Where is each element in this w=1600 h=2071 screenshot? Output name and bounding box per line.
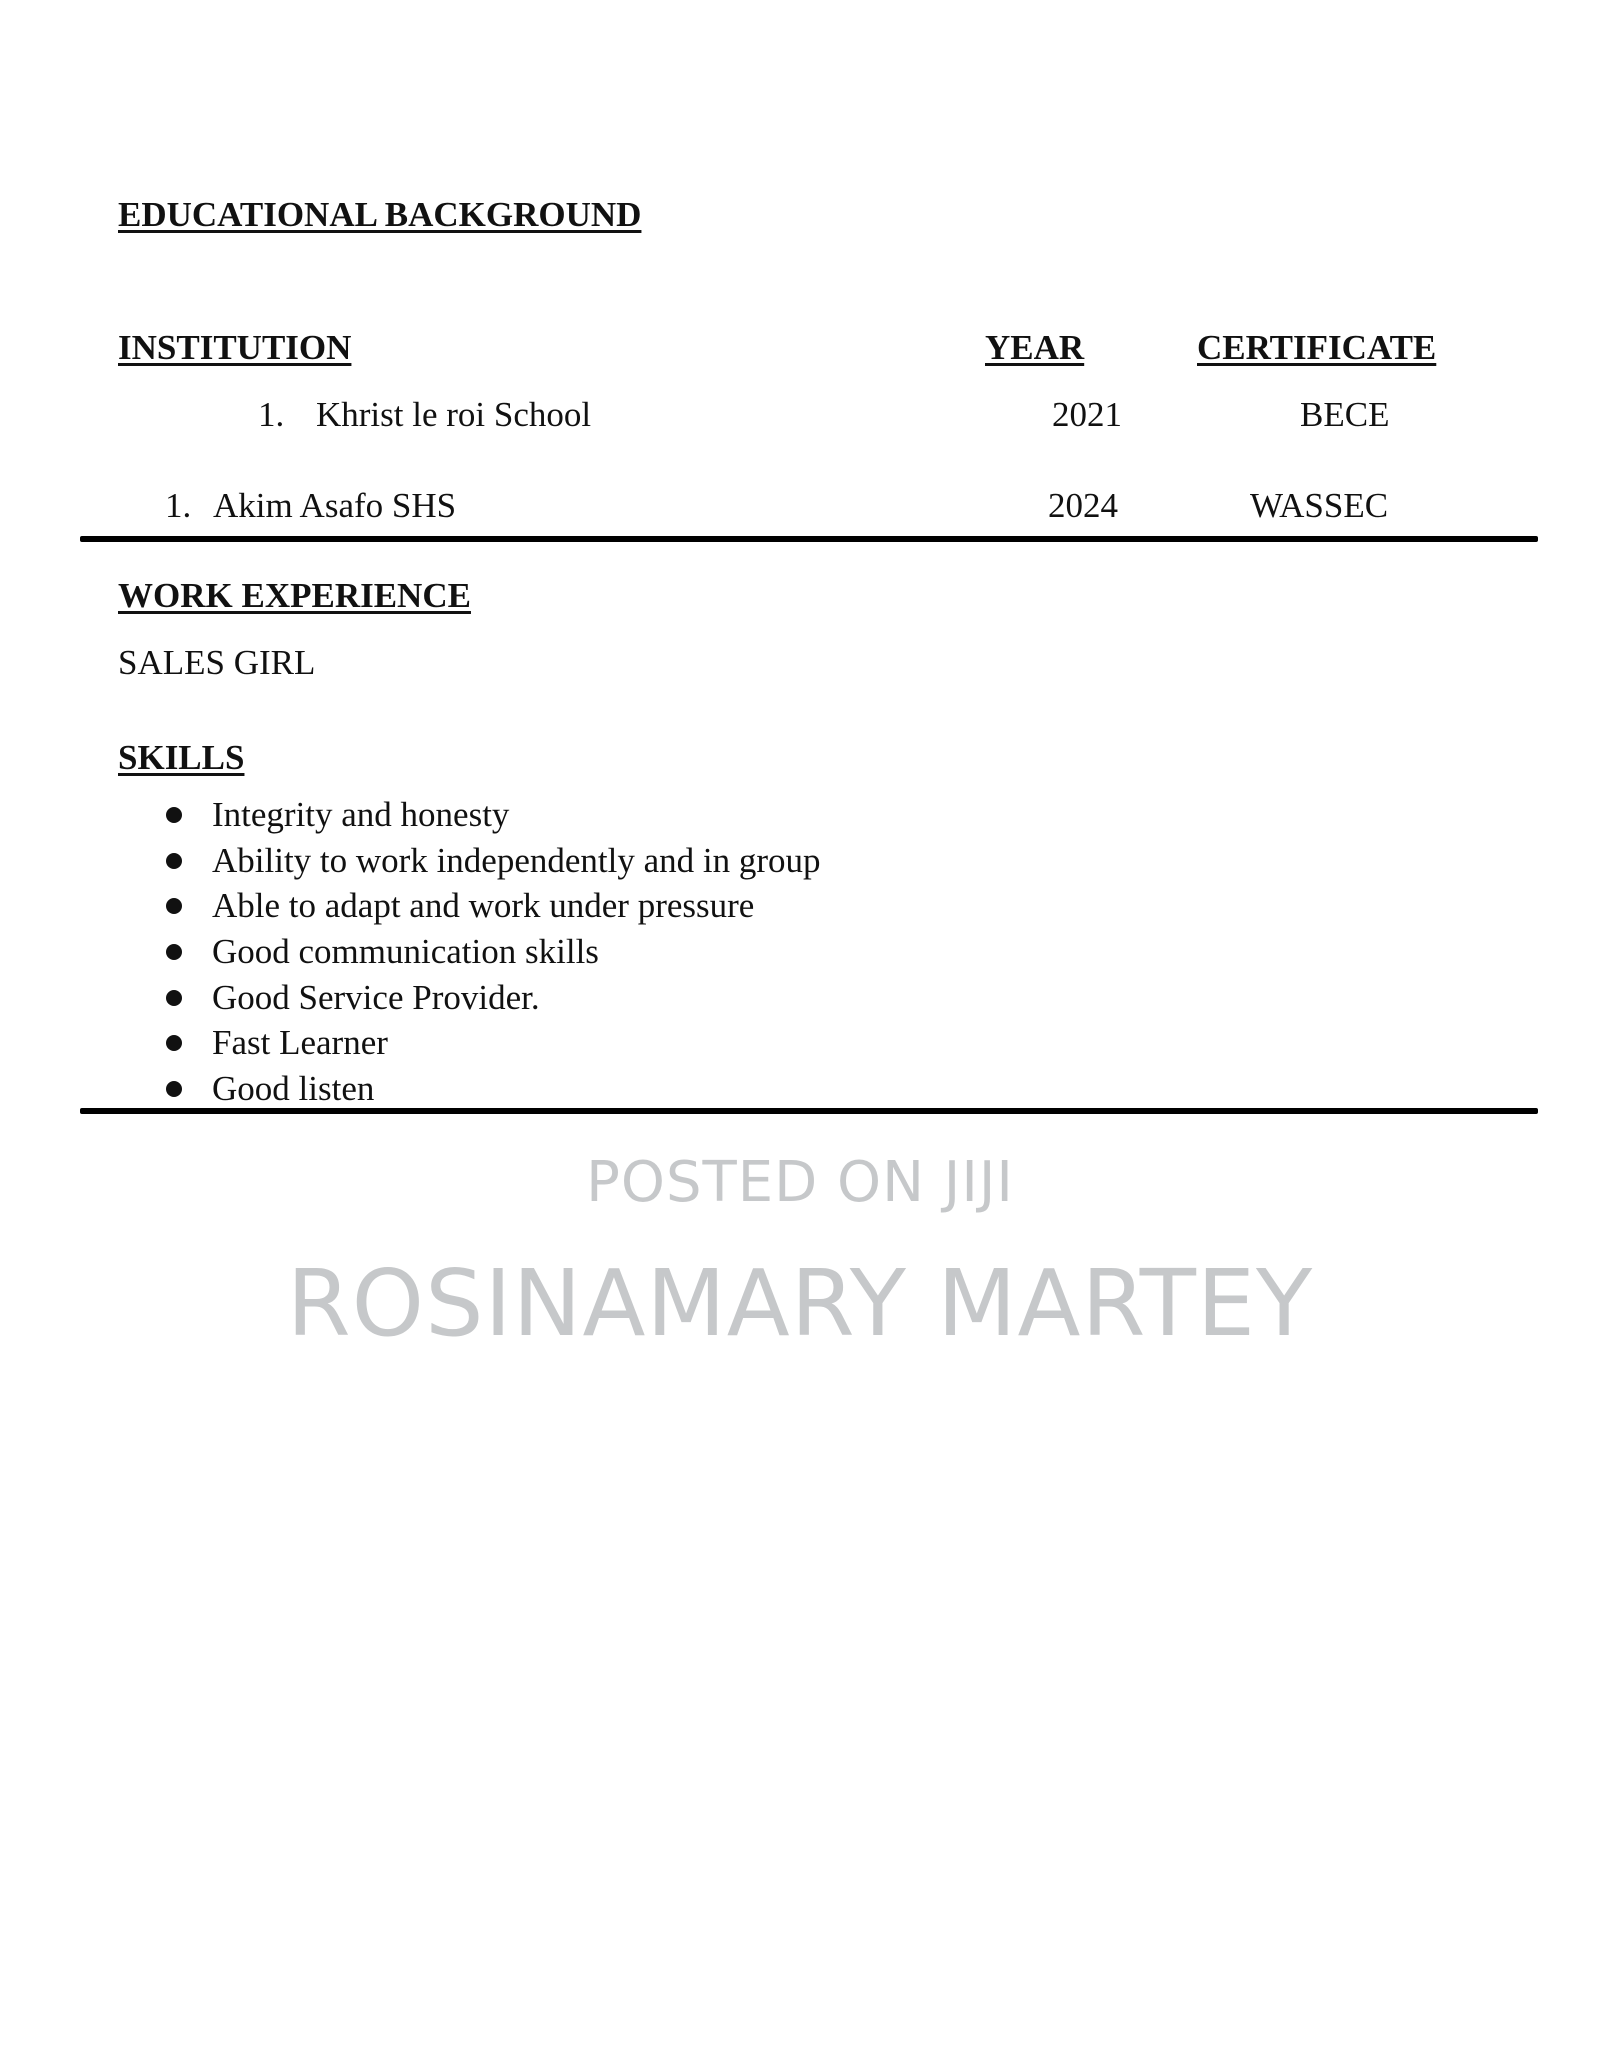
education-row-year: 2024 <box>1048 486 1118 525</box>
skill-text: Good communication skills <box>212 932 599 972</box>
education-row-number: 1. <box>258 395 285 434</box>
watermark-name: ROSINAMARY MARTEY <box>286 1250 1314 1357</box>
skills-heading: SKILLS <box>118 738 245 777</box>
institution-column-header: INSTITUTION <box>118 328 352 367</box>
section-divider <box>80 1108 1538 1114</box>
education-row-certificate: BECE <box>1300 395 1390 434</box>
section-divider <box>80 536 1538 542</box>
bullet-icon <box>166 1035 182 1051</box>
skill-text: Ability to work independently and in group <box>212 840 821 880</box>
bullet-icon <box>166 944 182 960</box>
education-row-institution: Akim Asafo SHS <box>213 486 457 525</box>
skill-text: Integrity and honesty <box>212 795 510 834</box>
education-row-certificate: WASSEC <box>1250 486 1389 525</box>
skill-text: Good Service Provider. <box>212 977 540 1017</box>
watermark-posted-on: POSTED ON JIJI <box>586 1150 1014 1215</box>
educational-background-heading: EDUCATIONAL BACKGROUND <box>118 195 642 234</box>
education-row-number: 1. <box>165 486 192 525</box>
education-row-year: 2021 <box>1052 395 1122 434</box>
skill-text: Fast Learner <box>212 1023 388 1063</box>
bullet-icon <box>166 853 182 869</box>
skill-text: Good listen <box>212 1069 375 1109</box>
bullet-icon <box>166 1081 182 1097</box>
work-experience-item: SALES GIRL <box>118 643 316 682</box>
bullet-icon <box>166 807 182 823</box>
bullet-icon <box>166 898 182 914</box>
year-column-header: YEAR <box>985 328 1085 367</box>
work-experience-heading: WORK EXPERIENCE <box>118 576 471 615</box>
skill-text: Able to adapt and work under pressure <box>212 886 755 926</box>
bullet-icon <box>166 990 182 1006</box>
certificate-column-header: CERTIFICATE <box>1197 328 1437 367</box>
education-row-institution: Khrist le roi School <box>316 395 592 434</box>
